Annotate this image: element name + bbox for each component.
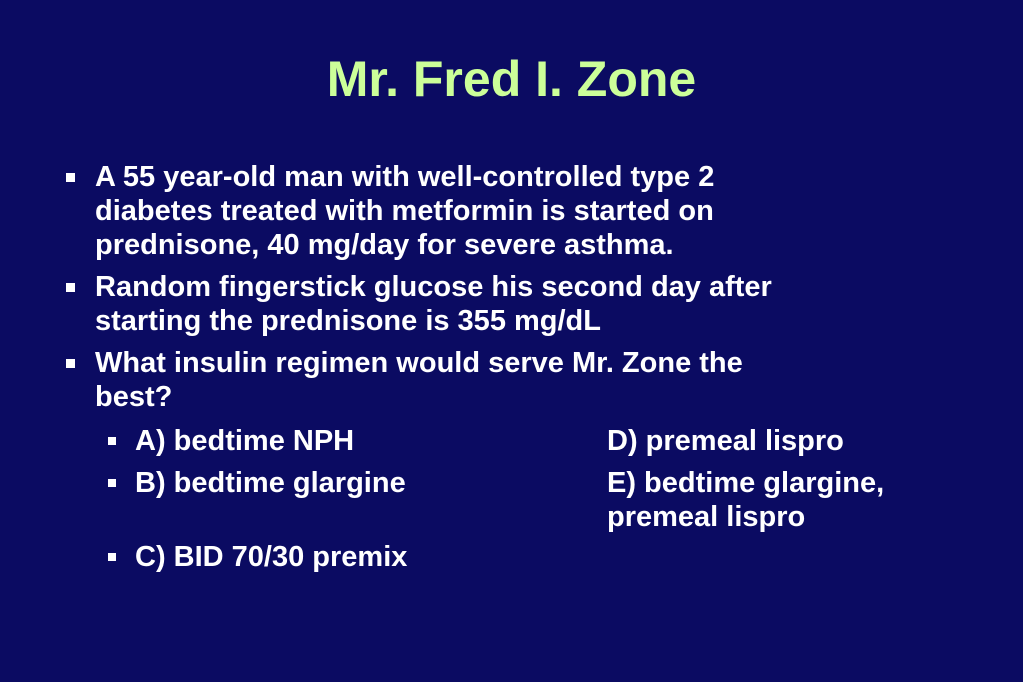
bullet-line: prednisone, 40 mg/day for severe asthma. [95,229,674,261]
square-bullet-icon [108,479,116,487]
option-c: C) BID 70/30 premix [135,541,408,573]
bullet-patient-description [60,160,960,262]
option-b: B) bedtime glargine [135,467,406,499]
bullet-line: What insulin regimen would serve Mr. Zone the [95,347,743,379]
bullet-line: diabetes treated with metformin is started on [95,195,714,227]
option-d: D) premeal lispro [607,425,844,457]
bullet-line: starting the prednisone is 355 mg/dL [95,305,601,337]
bullet-line: Random fingerstick glucose his second day after [95,271,772,303]
square-bullet-icon [66,173,75,182]
option-a: A) bedtime NPH [135,425,355,457]
option-row-c [105,540,985,574]
square-bullet-icon [108,553,116,561]
answer-options [105,424,985,574]
option-row-be [105,466,985,500]
option-e-line2: premeal lispro [607,501,806,533]
slide-title: Mr. Fred I. Zone [326,51,697,107]
option-row-ad [105,424,985,458]
bullet-line: A 55 year-old man with well-controlled type 2 [95,161,715,193]
bullet-question [60,346,960,414]
option-e-line1: E) bedtime glargine, [607,467,885,499]
square-bullet-icon [108,437,116,445]
bullet-list [60,160,960,422]
square-bullet-icon [66,283,75,292]
bullet-line: best? [95,381,173,413]
square-bullet-icon [66,359,75,368]
bullet-glucose-reading [60,270,960,338]
option-row-e-continued [105,500,985,534]
